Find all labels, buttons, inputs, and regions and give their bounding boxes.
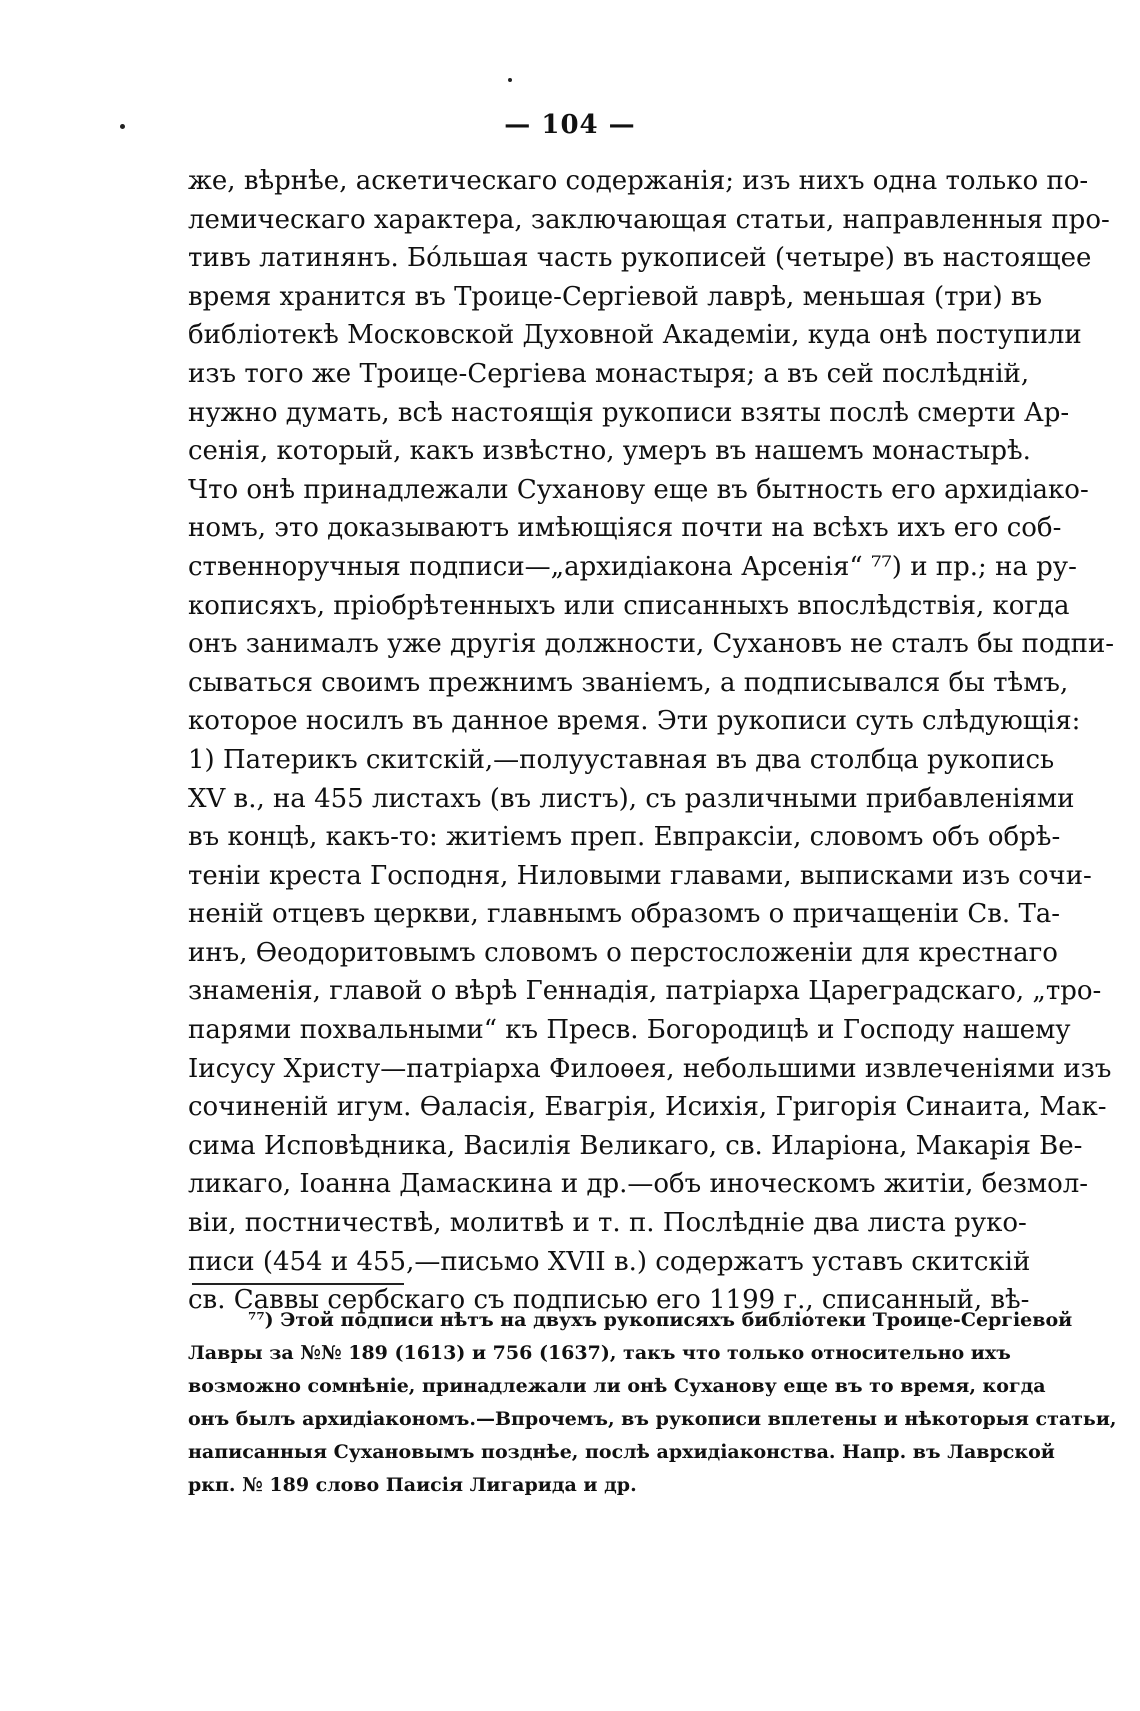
text-line: теніи креста Господня, Ниловыми главами, выписками изъ сочи- <box>188 860 1092 891</box>
text-line: ликаго, Іоанна Дамаскина и др.—объ иноческомъ житіи, безмол- <box>188 1169 1089 1200</box>
footnote-line: ркп. № 189 слово Паисія Лигарида и др. <box>188 1474 637 1496</box>
text-line: въ концѣ, какъ-то: житіемъ преп. Евпраксіи, словомъ объ обрѣ- <box>188 822 1061 853</box>
text-line: XV в., на 455 листахъ (въ листъ), съ различными прибавленіями <box>188 783 1075 814</box>
text-line: инъ, Ѳеодоритовымъ словомъ о перстосложеніи для крестнаго <box>188 937 1058 968</box>
text-line: изъ того же Троице-Сергіева монастыря; а въ сей послѣдній, <box>188 358 1030 389</box>
text-line: сенія, который, какъ извѣстно, умеръ въ нашемъ монастырѣ. <box>188 436 1031 467</box>
text-line: св. Саввы сербскаго съ подписью его 1199 г., списанный, вѣ- <box>188 1285 1030 1316</box>
text-line: библіотекѣ Московской Духовной Академіи, куда онѣ поступили <box>188 320 1082 351</box>
ink-speck <box>508 78 512 82</box>
footnote-line: возможно сомнѣніе, принадлежали ли онѣ Суханову еще въ то время, когда <box>188 1375 1046 1397</box>
text-line: неній отцевъ церкви, главнымъ образомъ о причащеніи Св. Та- <box>188 899 1061 930</box>
text-line: кописяхъ, пріобрѣтенныхъ или списанныхъ впослѣдствія, когда <box>188 590 1070 621</box>
footnote <box>188 1304 1117 1502</box>
text-line: Іисусу Христу—патріарха Филоѳея, небольшими извлеченіями изъ <box>188 1053 1112 1084</box>
footnote-divider <box>192 1283 404 1285</box>
text-line: время хранится въ Троице-Сергіевой лаврѣ, меньшая (три) въ <box>188 281 1043 312</box>
text-line: номъ, это доказываютъ имѣющіяся почти на всѣхъ ихъ его соб- <box>188 513 1062 544</box>
text-line: нужно думать, всѣ настоящія рукописи взяты послѣ смерти Ар- <box>188 397 1070 428</box>
text-line: сываться своимъ прежнимъ званіемъ, а подписывался бы тѣмъ, <box>188 667 1069 698</box>
footnote-line: написанныя Сухановымъ позднѣе, послѣ архидіаконства. Напр. въ Лаврской <box>188 1441 1055 1463</box>
page-number: — 104 — <box>504 110 636 140</box>
text-line: сочиненій игум. Ѳаласія, Евагрія, Исихія, Григорія Синаита, Мак- <box>188 1092 1107 1123</box>
text-line: Что онѣ принадлежали Суханову еще въ бытность его архидіако- <box>188 474 1089 505</box>
text-line: писи (454 и 455,—письмо XVII в.) содержатъ уставъ скитскій <box>188 1246 1031 1277</box>
footnote-line: Лавры за №№ 189 (1613) и 756 (1637), такъ что только относительно ихъ <box>188 1342 1011 1364</box>
text-line: віи, постничествѣ, молитвѣ и т. п. Послѣдніе два листа руко- <box>188 1208 1027 1239</box>
text-line: парями похвальными“ къ Пресв. Богородицѣ и Господу нашему <box>188 1015 1071 1046</box>
text-line: ственноручныя подписи—„архидіакона Арсенія“ ⁷⁷) и пр.; на ру- <box>188 551 1077 582</box>
text-line: которое носилъ въ данное время. Эти рукописи суть слѣдующія: <box>188 706 1081 737</box>
text-line: знаменія, главой о вѣрѣ Геннадія, патріарха Цареградскаго, „тро- <box>188 976 1102 1007</box>
text-line: тивъ латинянъ. Бо́льшая часть рукописей (четыре) въ настоящее <box>188 243 1092 274</box>
text-line: лемическаго характера, заключающая статьи, направленныя про- <box>188 204 1110 235</box>
footnote-line: ⁷⁷) Этой подписи нѣтъ на двухъ рукописяхъ библіотеки Троице-Сергіевой <box>248 1309 1073 1331</box>
text-line: 1) Патерикъ скитскій,—полууставная въ два столбца рукопись <box>188 744 1055 775</box>
text-line: же, вѣрнѣе, аскетическаго содержанія; изъ нихъ одна только по- <box>188 166 1089 196</box>
text-line: сима Исповѣдника, Василія Великаго, св. Иларіона, Макарія Ве- <box>188 1130 1083 1161</box>
footnote-line: онъ былъ архидіакономъ.—Впрочемъ, въ рукописи вплетены и нѣкоторыя статьи, <box>188 1408 1117 1430</box>
text-line: онъ занималъ уже другія должности, Сухановъ не сталъ бы подпи- <box>188 629 1115 660</box>
